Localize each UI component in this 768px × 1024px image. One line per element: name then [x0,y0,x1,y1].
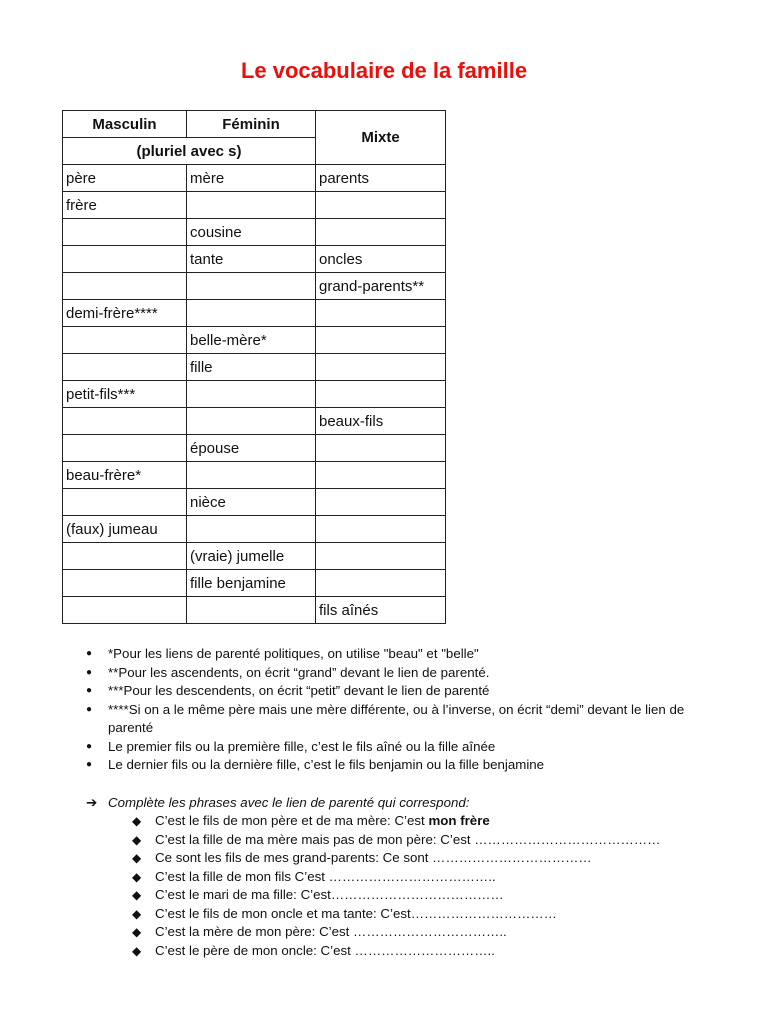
bullet-icon: ● [86,685,93,696]
cell-mixte: oncles [316,246,446,273]
sentence-text: C’est la mère de mon père: C’est …………………………….. [155,924,507,939]
sentence-item [86,905,706,924]
note-item [86,701,706,738]
cell-feminin [187,381,316,408]
note-item [86,756,706,775]
cell-mixte [316,570,446,597]
sentence-item [86,942,706,961]
note-item [86,682,706,701]
sentence-text: C’est le mari de ma fille: C’est………………………………… [155,887,504,902]
table-row [63,300,446,327]
sentence-item [86,831,706,850]
bullet-icon: ● [86,648,93,659]
note-item [86,738,706,757]
header-masculin: Masculin [63,111,187,138]
table-row [63,516,446,543]
cell-feminin: (vraie) jumelle [187,543,316,570]
cell-mixte [316,489,446,516]
header-mixte: Mixte [316,111,446,165]
cell-masculin [63,273,187,300]
cell-masculin: père [63,165,187,192]
vocabulary-table [62,110,446,624]
diamond-icon: ◆ [132,869,142,884]
table-row [63,273,446,300]
cell-masculin [63,408,187,435]
table-row [63,165,446,192]
cell-mixte [316,219,446,246]
table-row [63,192,446,219]
cell-feminin [187,273,316,300]
diamond-icon: ◆ [132,814,142,828]
cell-masculin [63,597,187,624]
instruction-text: Complète les phrases avec le lien de parenté qui correspond: [108,795,470,810]
cell-masculin: petit-fils*** [63,381,187,408]
header-feminin: Féminin [187,111,316,138]
sentence-list [86,812,706,960]
cell-masculin [63,543,187,570]
cell-feminin: épouse [187,435,316,462]
page-title: Le vocabulaire de la famille [240,58,528,83]
table-row [63,381,446,408]
cell-feminin: fille benjamine [187,570,316,597]
cell-masculin [63,354,187,381]
diamond-icon: ◆ [132,888,142,902]
note-text: ***Pour les descendents, on écrit “petit” devant le lien de parenté [108,683,490,698]
bullet-icon: ● [86,740,93,752]
exercise-section [86,794,706,960]
cell-masculin: frère [63,192,187,219]
cell-mixte [316,381,446,408]
cell-masculin [63,570,187,597]
cell-masculin: (faux) jumeau [63,516,187,543]
cell-feminin [187,192,316,219]
note-item [86,664,706,683]
cell-masculin [63,219,187,246]
example-answer: mon frère [428,813,490,828]
note-text: Le premier fils ou la première fille, c’est le fils aîné ou la fille aînée [108,738,496,754]
cell-feminin: belle-mère* [187,327,316,354]
sentence-text: Ce sont les fils de mes grand-parents: Ce sont ……………………………… [155,850,592,865]
note-text: ****Si on a le même père mais une mère différente, ou à l’inverse, on écrit “demi” devant le lien de parenté [108,701,685,735]
table-row [63,597,446,624]
diamond-icon: ◆ [132,925,142,939]
cell-mixte [316,192,446,219]
bullet-icon: ● [86,759,93,770]
table-body [63,165,446,624]
cell-mixte [316,300,446,327]
cell-mixte [316,435,446,462]
table-row [63,219,446,246]
cell-mixte [316,543,446,570]
table-row [63,543,446,570]
header-pluriel: (pluriel avec s) [63,138,316,165]
cell-masculin [63,246,187,273]
note-item [86,645,706,664]
sentence-item [86,886,706,905]
table-row [63,327,446,354]
diamond-icon: ◆ [132,906,142,921]
table-row [63,570,446,597]
cell-mixte: beaux-fils [316,408,446,435]
cell-mixte: grand-parents** [316,273,446,300]
table-row [63,435,446,462]
sentence-text: C’est la fille de ma mère mais pas de mon père: C’est …………………………………… [155,831,661,847]
cell-mixte: parents [316,165,446,192]
cell-feminin [187,516,316,543]
notes-list [86,645,706,775]
cell-masculin: beau-frère* [63,462,187,489]
cell-feminin: nièce [187,489,316,516]
cell-masculin [63,435,187,462]
table-row [63,489,446,516]
cell-mixte: fils aînés [316,597,446,624]
bullet-icon: ● [86,703,93,715]
cell-feminin: fille [187,354,316,381]
cell-mixte [316,327,446,354]
cell-mixte [316,516,446,543]
sentence-text: C’est la fille de mon fils C’est ……………………………….. [155,868,496,884]
sentence-item [86,849,706,868]
note-text: Le dernier fils ou la dernière fille, c’est le fils benjamin ou la fille benjamine [108,757,545,772]
cell-mixte [316,354,446,381]
cell-masculin [63,327,187,354]
arrow-icon: ➔ [86,795,98,810]
sentence-item-example [86,812,706,831]
table-row [63,246,446,273]
example-prefix: C’est le fils de mon père et de ma mère: C’est [155,813,429,828]
sentence-item [86,868,706,887]
exercise-instruction [86,794,706,812]
cell-feminin [187,408,316,435]
cell-masculin: demi-frère**** [63,300,187,327]
table-row [63,408,446,435]
cell-feminin: mère [187,165,316,192]
note-text: **Pour les ascendents, on écrit “grand” devant le lien de parenté. [108,664,490,680]
cell-feminin [187,597,316,624]
table-row [63,462,446,489]
cell-feminin [187,300,316,327]
note-text: *Pour les liens de parenté politiques, on utilise "beau" et "belle" [108,646,479,661]
cell-feminin: cousine [187,219,316,246]
sentence-item [86,923,706,942]
sentence-text: C’est le fils de mon oncle et ma tante: C’est…………………………… [155,905,557,921]
diamond-icon: ◆ [132,851,142,865]
table-row [63,354,446,381]
cell-feminin [187,462,316,489]
diamond-icon: ◆ [132,943,142,958]
bullet-icon: ● [86,666,93,678]
cell-masculin [63,489,187,516]
diamond-icon: ◆ [132,832,142,847]
sentence-text: C’est le père de mon oncle: C’est ………………………….. [155,942,495,958]
cell-mixte [316,462,446,489]
cell-feminin: tante [187,246,316,273]
